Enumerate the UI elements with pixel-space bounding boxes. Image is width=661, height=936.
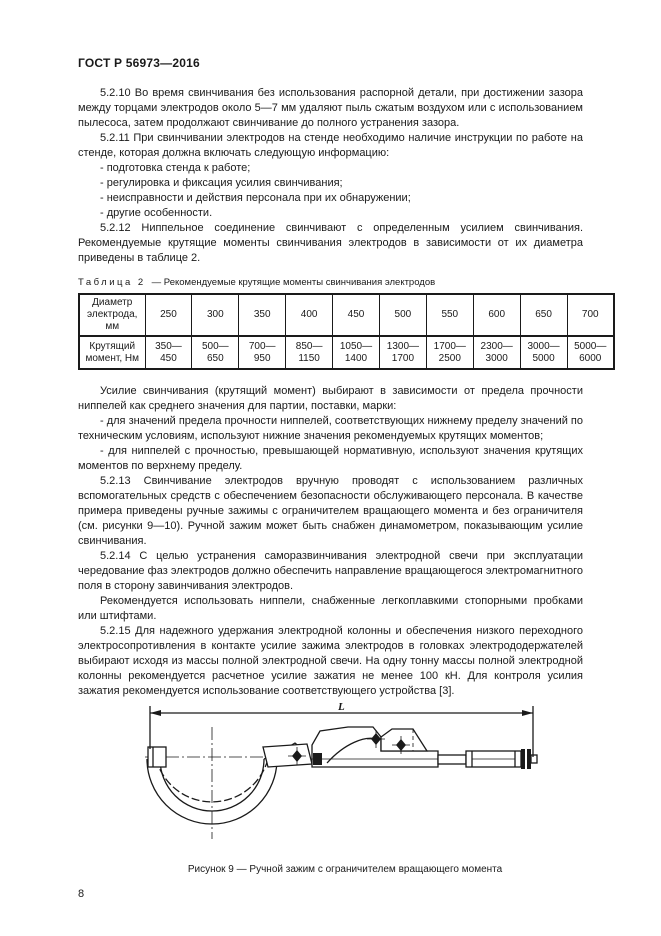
dim-arrow-left — [150, 710, 161, 716]
diameter-cell: 600 — [473, 294, 520, 336]
torque-cell: 1700— 2500 — [426, 336, 473, 369]
paragraph-5-2-10: 5.2.10 Во время свинчивания без использования распорной детали, при достижении зазора между торцами электродов около 5—7 мм удаляют пыль сжатым воздухом или с использованием пылесоса, затем продолжают свинчивание до полного устранения зазора. — [78, 87, 583, 129]
list-item-stand-prep: - подготовка стенда к работе; — [100, 162, 251, 174]
diameter-cell: 700 — [567, 294, 614, 336]
torque-cell: 500— 650 — [192, 336, 239, 369]
list-item-lower-limit: - для значений предела прочности ниппелей, соответствующих нижнему пределу значений по техническим условиям, используют нижние значения рекомендуемых крутящих моментов; — [78, 415, 583, 442]
figure-9-drawing — [145, 703, 545, 855]
paragraph-5-2-12: 5.2.12 Ниппельное соединение свинчивают с определенным усилием свинчивания. Рекомендуемые крутящие моменты свинчивания электродов в зависимости от их диаметра приведены в таблице 2. — [78, 222, 583, 264]
list-item-adjust: - регулировка и фиксация усилия свинчивания; — [100, 177, 343, 189]
torque-cell: 700— 950 — [239, 336, 286, 369]
torque-cell: 2300— 3000 — [473, 336, 520, 369]
table-caption-label: Таблица 2 — [78, 277, 146, 288]
dimension-label: L — [338, 703, 345, 713]
diameter-cell: 400 — [286, 294, 333, 336]
paragraph-5-2-15: 5.2.15 Для надежного удержания электродной колонны и обеспечения низкого переходного электросопротивления в контакте усилие зажима электродов в головках электрододержателей выбирают исходя из массы полной электродной свечи. На одну тонну массы полной электродной колонны рекомендуется расчетное усилие зажатия не менее 100 кН. Для контроля усилия зажатия рекомендуется использование соответствующего устройства [3]. — [78, 625, 583, 697]
table-data-row — [79, 336, 614, 369]
table-caption — [78, 276, 615, 289]
dim-arrow-right — [522, 710, 533, 716]
jaw-clevis — [263, 744, 312, 767]
torque-cell: 3000— 5000 — [520, 336, 567, 369]
diameter-cell: 650 — [520, 294, 567, 336]
diameter-cell: 250 — [145, 294, 192, 336]
header-cell-diameter: Диаметр электрода, мм — [79, 294, 145, 336]
diameter-cell: 550 — [426, 294, 473, 336]
paragraph-torque-choice: Усилие свинчивания (крутящий момент) выбирают в зависимости от предела прочности ниппелей как среднего значения для партии, поставки, марки: — [78, 385, 583, 412]
torque-cell: 850— 1150 — [286, 336, 333, 369]
list-item-faults: - неисправности и действия персонала при их обнаружении; — [100, 192, 411, 204]
figure-caption: Рисунок 9 — Ручной зажим с ограничителем вращающего момента — [187, 864, 503, 875]
torque-cell: 350— 450 — [145, 336, 192, 369]
diameter-cell: 350 — [239, 294, 286, 336]
page-number: 8 — [78, 888, 85, 900]
torque-cell: 1050— 1400 — [333, 336, 380, 369]
running-header: ГОСТ Р 56973—2016 — [78, 56, 200, 70]
paragraph-5-2-13: 5.2.13 Свинчивание электродов вручную проводят с использованием различных вспомогательных средств с обеспечением безопасности обслуживающего персонала. В качестве примера приведены ручные зажимы с ограничителем вращающего момента и без ограничителя (см. рисунки 9—10). Ручной зажим может быть снабжен динамометром, показывающим усилие свинчивания. — [78, 475, 583, 547]
list-item-other: - другие особенности. — [100, 207, 213, 219]
torque-table — [78, 293, 615, 370]
list-item-upper-limit: - для ниппелей с прочностью, превышающей нормативную, используют значения крутящих моментов по верхнему пределу. — [78, 445, 583, 472]
bar-end-block — [313, 753, 322, 765]
torque-cell: 1300— 1700 — [379, 336, 426, 369]
paragraph-5-2-14: 5.2.14 С целью устранения саморазвинчивания электродной свечи при эксплуатации чередование фаз электродов должно обеспечить направление вращающегося электромагнитного поля в сторону завинчивания электродов. — [78, 550, 583, 592]
diameter-cell: 500 — [379, 294, 426, 336]
knurled-cap — [521, 749, 537, 769]
handle-shaft — [438, 755, 466, 764]
clamp-end-block — [148, 747, 166, 767]
paragraph-5-2-11: 5.2.11 При свинчивании электродов на стенде необходимо наличие инструкции по работе на стенде, которая должна включать следующую информацию: — [78, 132, 583, 159]
diameter-cell: 300 — [192, 294, 239, 336]
table-2-section — [78, 276, 615, 370]
row-label-torque: Крутящий момент, Нм — [79, 336, 145, 369]
paragraph-nipple-recommendation: Рекомендуется использовать ниппели, снабженные легкоплавкими стопорными пробками или штифтами. — [78, 595, 583, 622]
diameter-cell: 450 — [333, 294, 380, 336]
torque-cell: 5000— 6000 — [567, 336, 614, 369]
figure-9 — [145, 703, 545, 876]
table-header-row — [79, 294, 614, 336]
table-caption-text: — Рекомендуемые крутящие моменты свинчивания электродов — [151, 277, 436, 288]
head-gusset — [381, 729, 427, 751]
